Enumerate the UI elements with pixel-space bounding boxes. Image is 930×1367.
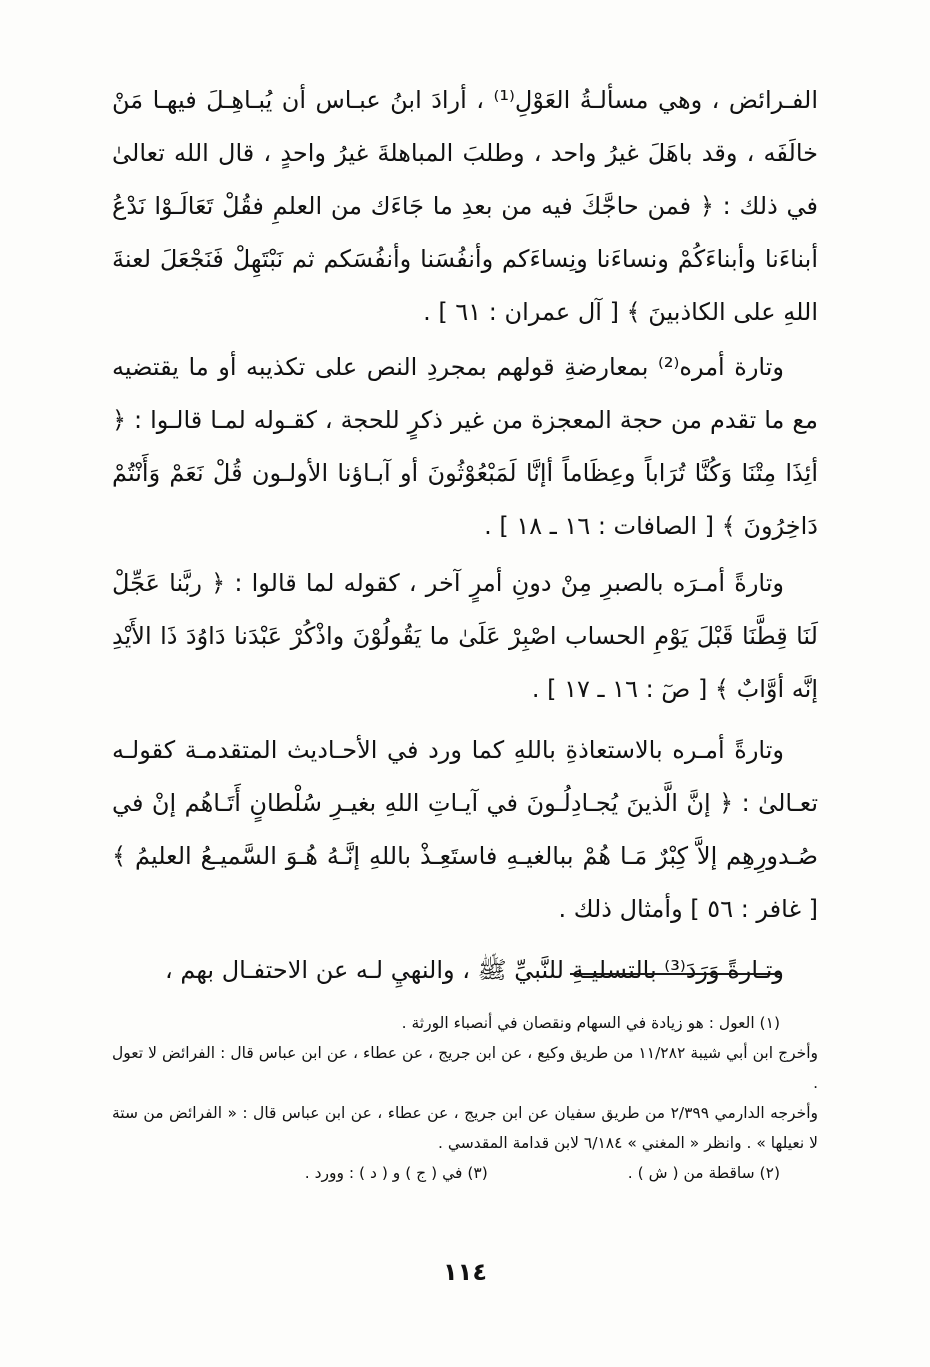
paragraph-1: الفـرائض ، وهي مسألـةُ العَوْلِ⁽¹⁾ ، أرادَ ابنُ عبـاس أن يُبـاهِـلَ فيهـا مَنْ خالَفَه ، وقد باهَلَ غيرُ واحد ، وطلبَ المباهلةَ غيرُ واحدٍ ، قال الله تعالىٰ في ذلك : ﴿ فمن حاجَّكَ فيه من بعدِ ما جَاءَك من العلمِ فقُلْ تَعَالَـوْا نَدْعُ أبناءَنا وأبناءَكُمْ ونساءَنا ونِساءَكم وأنفُسَنا وأنفُسَكم ثم نَبْتَهِلْ فَنَجْعَلَ لعنةَ اللهِ على الكاذبينَ ﴾ [ آل عمران : ٦١ ] . xyxy=(112,86,819,326)
footnote-1-source-a: وأخرج ابن أبي شيبة ١١/٢٨٢ من طريق وكيع ، عن ابن جريج ، عن عطاء ، عن ابن عباس قال : الفرائض لا تعول . xyxy=(112,1044,819,1092)
footnote-1: (١) العول : هو زيادة في السهام ونقصان في أنصباء الورثة . xyxy=(401,1014,780,1032)
footnote-separator xyxy=(570,973,780,975)
main-text xyxy=(112,74,818,997)
footnote-row-2-3 xyxy=(112,1158,780,1188)
footnote-1-source-b: وأخرجه الدارمي ٢/٣٩٩ من طريق سفيان عن ابن جريج ، عن عطاء ، عن ابن عباس قال : « الفرائض من ستة لا نعيلها » . وانظر « المغني » ٦/١٨٤ لابن قدامة المقدسي . xyxy=(112,1104,818,1152)
paragraph-4: وتارةً أمـره بالاستعاذةِ باللهِ كما ورد في الأحـاديث المتقدمـة كقولـه تعـالىٰ : ﴿ إنَّ الَّذينَ يُجـادِلُـونَ في آيـاتِ اللهِ بغيـرِ سُلْطانٍ أَتَـاهُم إنْ في صُـدورِهِم إلاَّ كِبْرٌ مَـا هُمْ ببالغيـهِ فاستَعِـذْ باللهِ إنَّـهُ هُـوَ السَّميـعُ العليمُ ﴾ [ غافر : ٥٦ ] وأمثال ذلك . xyxy=(112,736,818,923)
page-number: ١١٤ xyxy=(443,1258,487,1286)
footnotes xyxy=(112,1008,819,1188)
paragraph-2: وتارة أمره⁽²⁾ بمعارضةِ قولهم بمجردِ النص على تكذيبه أو ما يقتضيه مع ما تقدم من حجة المعجزة من غير ذكرٍ للحجة ، كقـوله لمـا قالـوا : ﴿ أئِذَا مِتْنَا وَكُنَّا تُرَاباً وعِظَاماً أإنَّا لَمَبْعُوْثُونَ أو آبـاؤنا الأولـون قُلْ نَعَمْ وَأَنْتُمْ دَاخِرُونَ ﴾ [ الصافات : ١٦ ـ ١٨ ] . xyxy=(112,353,818,540)
paragraph-3: وتارةً أمـرَه بالصبرِ مِنْ دونِ أمرٍ آخر ، كقوله لما قالوا : ﴿ ربَّنا عَجِّلْ لَنَا قِطَّنَا قَبْلَ يَوْمِ الحساب اصْبِرْ عَلَىٰ ما يَقُولُوْنَ واذْكُرْ عَبْدَنا دَاوُدَ ذَا الأَيْدِ إنَّه أوَّابٌ ﴾ [ صٓ : ١٦ ـ ١٧ ] . xyxy=(112,569,818,703)
paragraph-5: وتـارةً وَرَدَ⁽³⁾ بالتسليـةِ للنَّبيِّ ﷺ ، والنهيِ لـه عن الاحتفـال بهم ، xyxy=(164,956,784,984)
footnote-3: (٣) في ( ج ) و ( د ) : وورد . xyxy=(304,1164,488,1182)
footnote-2: (٢) ساقطة من ( ش ) . xyxy=(627,1164,780,1182)
